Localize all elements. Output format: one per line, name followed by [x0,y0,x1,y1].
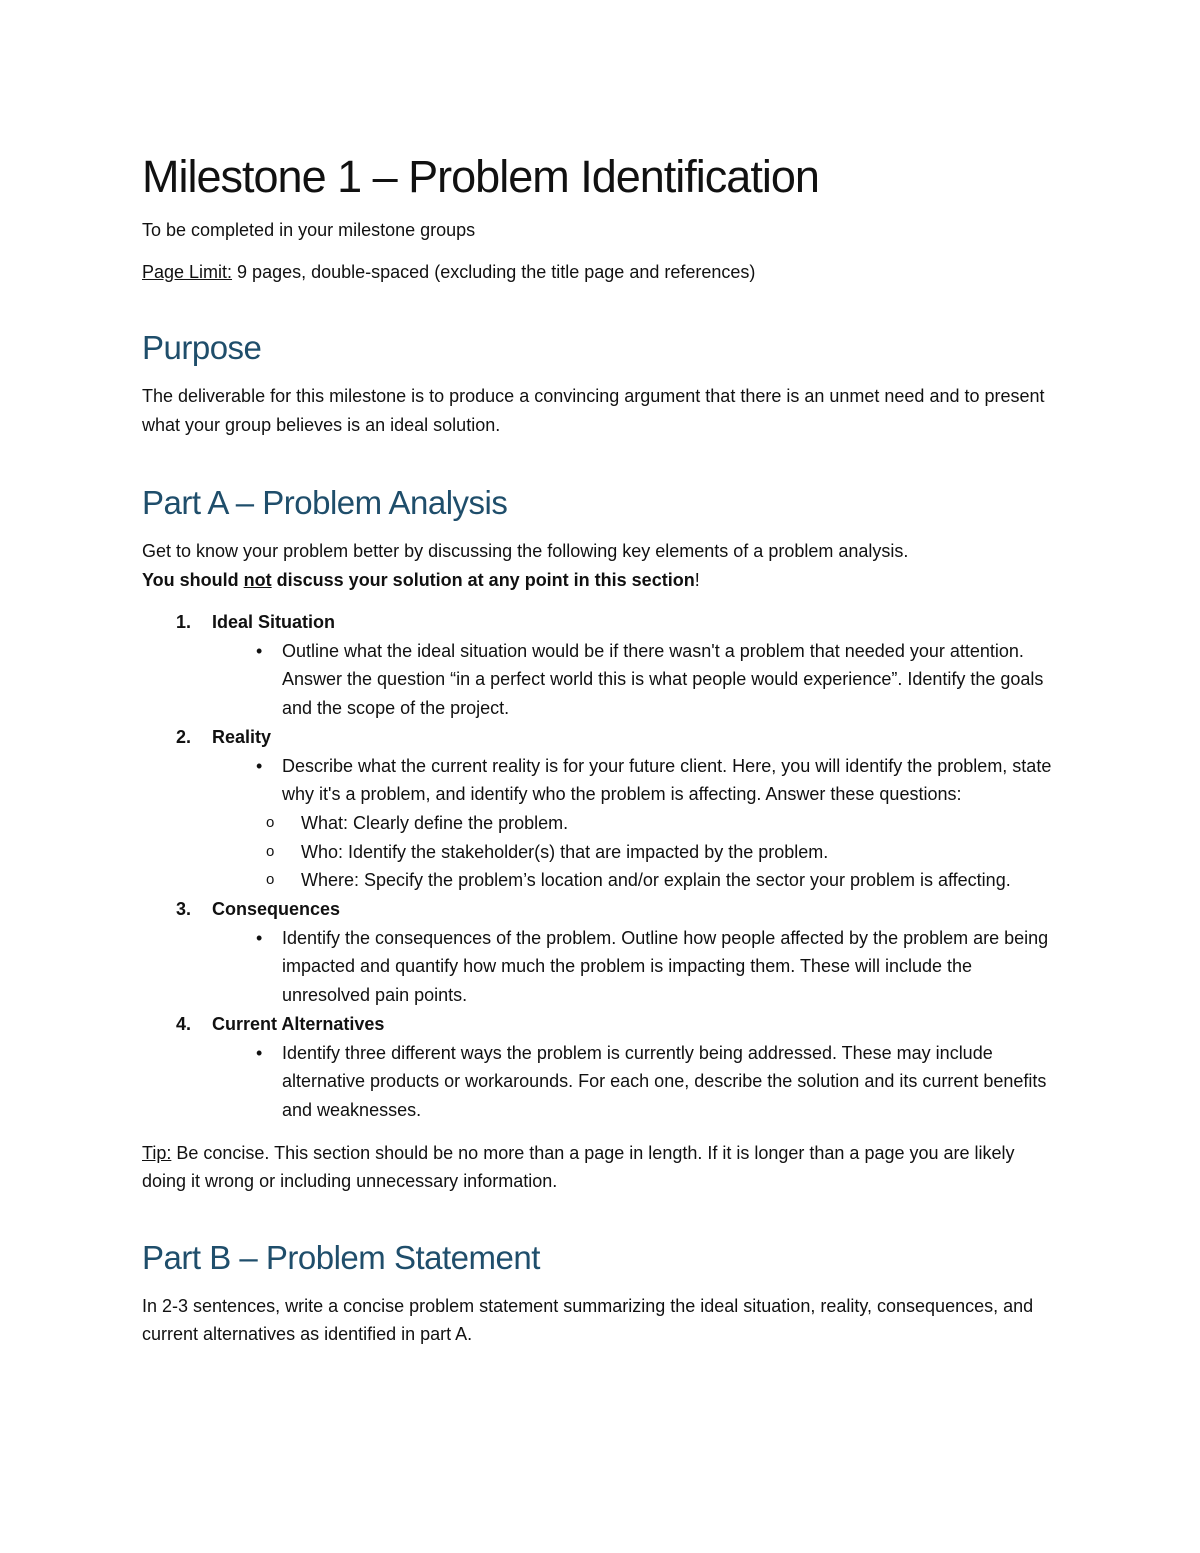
warning-end: ! [694,569,700,590]
list-number: 1. [176,612,192,632]
sub-bullet-icon: o [266,813,275,831]
list-item-consequences [142,895,1062,1010]
bullet-text: Describe what the current reality is for your future client. Here, you will identify the problem, state why it's a problem, and identify who the problem is affecting. Answer these questions: [282,755,1052,805]
list-number: 4. [176,1013,192,1034]
list-item-current-alternatives [142,1010,1062,1125]
sub-bullet-icon: o [266,842,275,860]
bullet-text: Identify three different ways the problem is currently being addressed. These may include alternative products or workarounds. For each one, describe the solution and its current benefits and weaknesses. [282,1042,1047,1120]
page-limit-text: 9 pages, double-spaced (excluding the title page and references) [232,262,756,282]
list-item-title: Current Alternatives [212,1013,385,1034]
part-a-intro [142,537,1062,594]
bullet-item [212,637,1062,723]
bullet-icon: • [256,927,263,948]
part-a-intro-text: Get to know your problem better by discussing the following key elements of a problem analysis. [142,541,909,561]
bullet-text: Identify the consequences of the problem. Outline how people affected by the problem are being impacted and quantify how much the problem is impacting them. These will include the unresolved pain points. [282,927,1049,1006]
purpose-heading: Purpose [142,329,262,366]
part-a-heading: Part A – Problem Analysis [142,484,508,521]
document-title: Milestone 1 – Problem Identification [142,151,819,202]
page-limit-label: Page Limit: [142,262,233,282]
part-b-heading: Part B – Problem Statement [142,1238,540,1276]
warning-not: not [243,569,272,590]
bullet-item [212,1039,1062,1125]
list-item-ideal-situation [142,608,1062,723]
tip-label: Tip: [142,1142,172,1163]
problem-analysis-list [142,608,1062,1125]
warning-pre: You should [142,569,244,590]
bullet-item [212,924,1062,1010]
list-item-title: Ideal Situation [212,612,336,632]
warning-post: discuss your solution at any point in this section [271,569,695,590]
tip-text: Be concise. This section should be no more than a page in length. If it is longer than a page you are likely doing it wrong or including unnecessary information. [142,1142,1015,1192]
sub-bullet-text: What: Clearly define the problem. [301,812,569,833]
list-item-reality [142,723,1062,895]
list-number: 2. [176,726,192,747]
page-limit [142,258,1062,286]
sub-bullet-icon: o [266,871,275,889]
bullet-icon: • [256,1042,263,1063]
tip-paragraph [142,1139,1062,1196]
part-a-warning [142,570,695,590]
bullet-icon: • [256,640,263,661]
list-item-title: Consequences [212,899,341,920]
part-b-text: In 2-3 sentences, write a concise problem statement summarizing the ideal situation, reality, consequences, and current alternatives as identified in part A. [142,1295,1034,1345]
bullet-icon: • [256,755,263,776]
sub-bullet-text: Where: Specify the problem’s location and/or explain the sector your problem is affecting. [301,870,1011,891]
sub-bullet-text: Who: Identify the stakeholder(s) that are impacted by the problem. [301,841,829,862]
bullet-item [212,752,1062,809]
document-subtitle: To be completed in your milestone groups [142,220,476,240]
list-number: 3. [176,899,192,920]
sub-bullet-item-who [142,838,1062,867]
sub-bullet-item-where [142,866,1062,895]
bullet-text: Outline what the ideal situation would be if there wasn't a problem that needed your attention. Answer the question “in a perfect world this is what people would experience”. Identify the goals and the scope of the project. [282,640,1044,719]
sub-bullet-item-what [142,809,1062,838]
purpose-text: The deliverable for this milestone is to produce a convincing argument that there is an unmet need and to present what your group believes is an ideal solution. [142,386,1045,435]
sub-bullet-list [212,809,1062,895]
document-page [142,150,1062,1349]
list-item-title: Reality [212,726,272,747]
